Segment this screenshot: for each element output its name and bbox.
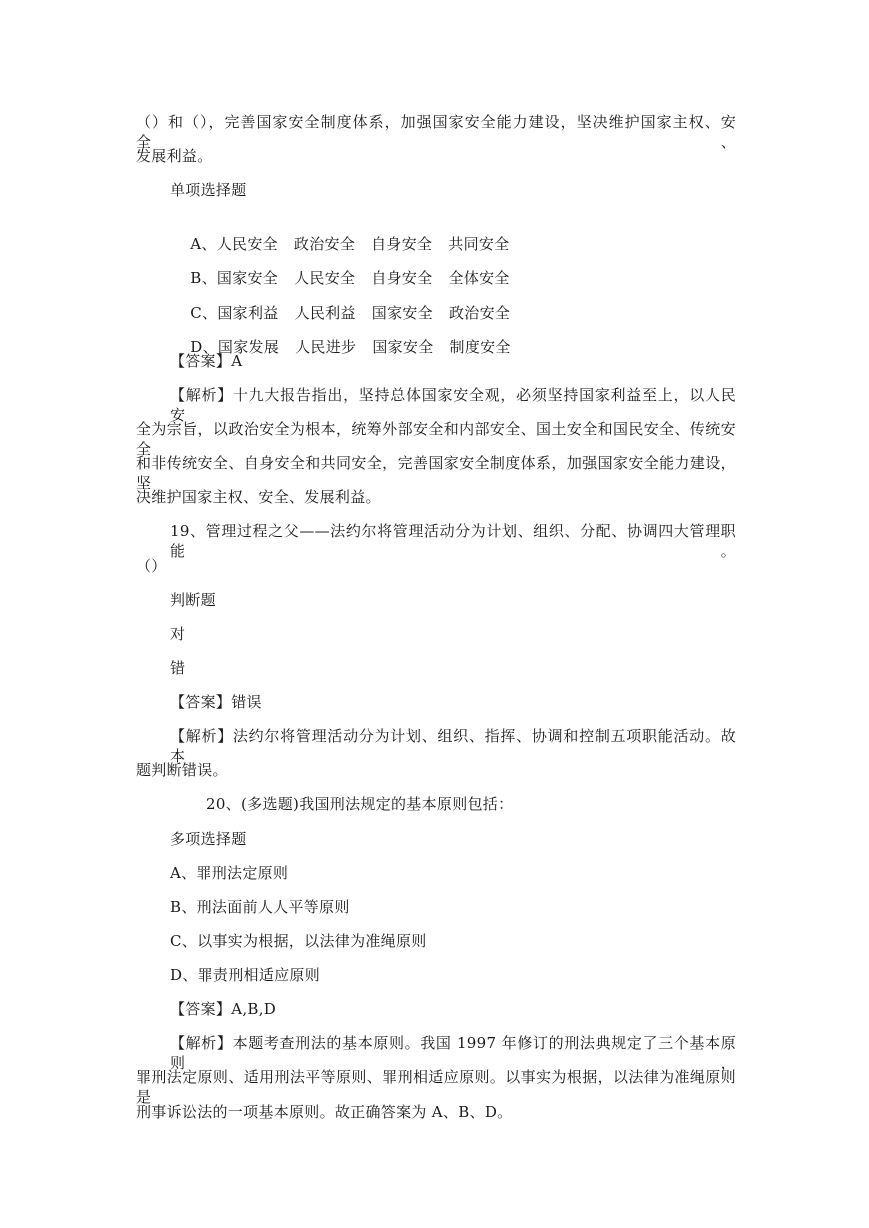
option-item: 制度安全 <box>449 338 511 356</box>
option-item: 全体安全 <box>448 269 510 287</box>
option-item: 人民安全 <box>216 235 278 253</box>
option-item: 人民进步 <box>295 338 357 356</box>
option-label: D、 <box>190 338 218 356</box>
q20-stem: 20、(多选题)我国刑法规定的基本原则包括： <box>206 795 514 813</box>
q18-answer: 【答案】A <box>170 352 243 370</box>
q18-analysis-line-3: 和非传统安全、自身安全和共同安全，完善国家安全制度体系，加强国家安全能力建设，坚 <box>136 454 736 492</box>
q20-option-d: D、罪责刑相适应原则 <box>170 966 321 984</box>
q18-analysis-line-1: 【解析】十九大报告指出，坚持总体国家安全观，必须坚持国家利益至上，以人民安 <box>170 386 736 424</box>
option-label: B、 <box>190 269 217 287</box>
option-item: 自身安全 <box>371 235 433 253</box>
option-label: C、 <box>190 304 218 322</box>
option-label: A、 <box>190 235 217 253</box>
option-item: 自身安全 <box>371 269 433 287</box>
q18-analysis-line-2: 全为宗旨，以政治安全为根本，统筹外部安全和内部安全、国土安全和国民安全、传统安全 <box>136 420 736 458</box>
q19-stem-line-2: （） <box>136 557 167 575</box>
option-item: 政治安全 <box>293 235 356 253</box>
q20-analysis-line-1: 【解析】本题考查刑法的基本原则。我国 1997 年修订的刑法典规定了三个基本原则， <box>170 1034 736 1072</box>
q19-question-type: 判断题 <box>170 591 216 609</box>
q19-stem-line-1: 19、管理过程之父——法约尔将管理活动分为计划、组织、分配、协调四大管理职能。 <box>170 522 736 560</box>
option-item: 政治安全 <box>448 304 511 322</box>
q19-analysis-line-1: 【解析】法约尔将管理活动分为计划、组织、指挥、协调和控制五项职能活动。故本 <box>170 727 736 765</box>
option-item: 国家安全 <box>216 269 279 287</box>
q19-answer: 【答案】错误 <box>170 693 262 711</box>
option-item: 国家利益 <box>217 304 279 322</box>
q20-option-b: B、刑法面前人人平等原则 <box>170 898 350 916</box>
option-item: 人民利益 <box>294 304 356 322</box>
q20-option-a: A、罪刑法定原则 <box>170 864 289 882</box>
q18-analysis-line-4: 决维护国家主权、安全、发展利益。 <box>136 488 381 506</box>
q19-option-true: 对 <box>170 625 186 643</box>
q18-question-type: 单项选择题 <box>170 181 247 199</box>
q19-analysis-line-2: 题判断错误。 <box>136 761 228 779</box>
option-item: 国家发展 <box>217 338 280 356</box>
q20-analysis-line-3: 刑事诉讼法的一项基本原则。故正确答案为 A、B、D。 <box>136 1103 513 1121</box>
q20-option-c: C、以事实为根据，以法律为准绳原则 <box>170 932 427 950</box>
q20-question-type: 多项选择题 <box>170 830 247 848</box>
option-item: 人民安全 <box>294 269 356 287</box>
option-item: 共同安全 <box>448 235 510 253</box>
q18-stem-line-1: （）和（），完善国家安全制度体系，加强国家安全能力建设，坚决维护国家主权、安全、 <box>136 113 736 151</box>
q20-analysis-line-2: 罪刑法定原则、适用刑法平等原则、罪刑相适应原则。以事实为根据，以法律为准绳原则是 <box>136 1068 736 1106</box>
q18-stem-line-2: 发展利益。 <box>136 147 213 165</box>
q19-option-false: 错 <box>170 659 186 677</box>
option-item: 国家安全 <box>371 304 433 322</box>
q20-answer: 【答案】A,B,D <box>170 1000 277 1018</box>
option-item: 国家安全 <box>372 338 434 356</box>
